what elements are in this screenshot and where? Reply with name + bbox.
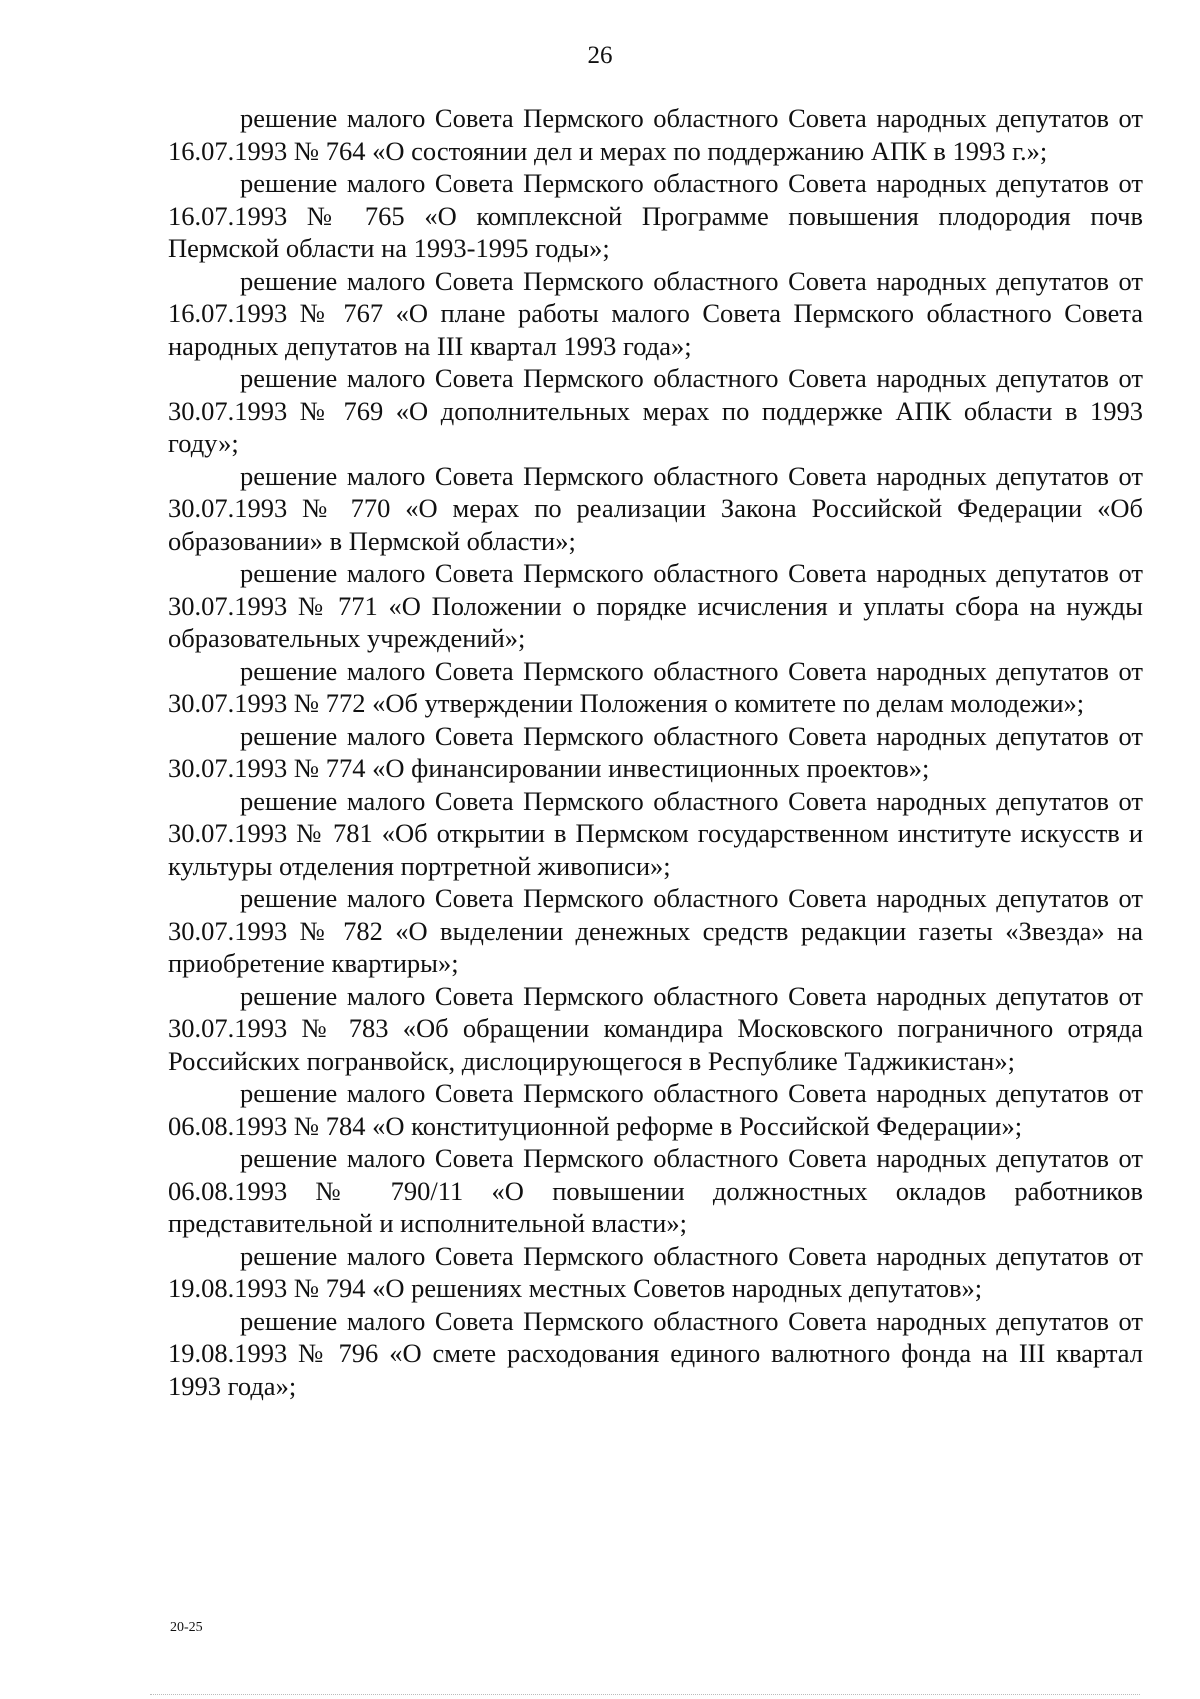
decision-paragraph-5: решение малого Совета Пермского областного Совета народных депутатов от 30.07.1993 № 770 «О мерах по реализации Закона Российской Федерации «Об образовании» в Пермской области»;	[168, 460, 1143, 556]
decision-paragraph-3: решение малого Совета Пермского областного Совета народных депутатов от 16.07.1993 № 767 «О плане работы малого Совета Пермского областного Совета народных депутатов на III квартал 1993 года»;	[168, 265, 1143, 361]
decision-paragraph-8: решение малого Совета Пермского областного Совета народных депутатов от 30.07.1993 № 774 «О финансировании инвестиционных проектов»;	[168, 720, 1143, 783]
decision-paragraph-15: решение малого Совета Пермского областного Совета народных депутатов от 19.08.1993 № 796 «О смете расходования единого валютного фонда на III квартал 1993 года»;	[168, 1305, 1143, 1401]
decisions-list	[168, 102, 1143, 1402]
decision-paragraph-10: решение малого Совета Пермского областного Совета народных депутатов от 30.07.1993 № 782 «О выделении денежных средств редакции газеты «Звезда» на приобретение квартиры»;	[168, 883, 1143, 978]
decision-paragraph-9: решение малого Совета Пермского областного Совета народных депутатов от 30.07.1993 № 781 «Об открытии в Пермском государственном институте искусств и культуры отделения портретной живописи»;	[168, 785, 1143, 881]
decision-paragraph-14: решение малого Совета Пермского областного Совета народных депутатов от 19.08.1993 № 794 «О решениях местных Советов народных депутатов»;	[168, 1240, 1143, 1303]
decision-paragraph-1: решение малого Совета Пермского областного Совета народных депутатов от 16.07.1993 № 764 «О состоянии дел и мерах по поддержанию АПК в 1993 г.»;	[168, 103, 1143, 166]
decision-paragraph-7: решение малого Совета Пермского областного Совета народных депутатов от 30.07.1993 № 772 «Об утверждении Положения о комитете по делам молодежи»;	[168, 655, 1143, 718]
scan-border-line	[150, 1694, 1140, 1696]
decision-paragraph-6: решение малого Совета Пермского областного Совета народных депутатов от 30.07.1993 № 771 «О Положении о порядке исчисления и уплаты сбора на нужды образовательных учреждений»;	[168, 558, 1143, 653]
decision-paragraph-13: решение малого Совета Пермского областного Совета народных депутатов от 06.08.1993 № 790/11 «О повышении должностных окладов работников представительной и исполнительной власти»;	[168, 1143, 1143, 1238]
decision-paragraph-4: решение малого Совета Пермского областного Совета народных депутатов от 30.07.1993 № 769 «О дополнительных мерах по поддержке АПК области в 1993 году»;	[168, 363, 1143, 458]
decision-paragraph-12: решение малого Совета Пермского областного Совета народных депутатов от 06.08.1993 № 784 «О конституционной реформе в Российской Федерации»;	[168, 1078, 1143, 1141]
page-number: 26	[587, 42, 613, 69]
footer-code: 20-25	[170, 1620, 203, 1635]
decision-paragraph-2: решение малого Совета Пермского областного Совета народных депутатов от 16.07.1993 № 765 «О комплексной Программе повышения плодородия почв Пермской области на 1993-1995 годы»;	[168, 168, 1143, 263]
decision-paragraph-11: решение малого Совета Пермского областного Совета народных депутатов от 30.07.1993 № 783 «Об обращении командира Московского пограничного отряда Российских погранвойск, дислоцирующегося в Республике Таджикистан»;	[168, 980, 1143, 1076]
